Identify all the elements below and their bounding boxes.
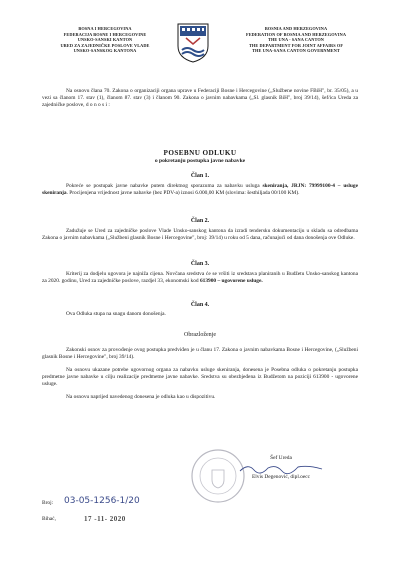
reasoning-heading: Obrazloženje (184, 332, 216, 338)
article-2-text: Zadužuje se Ured za zajedničke poslove Vlade Unsko-sanskog kantona da izradi tendersku dokumentaciju u skladu sa odredbama Zakona o javnim nabavkama („Službeni glasnik Bosne i Hercegovine", broj: 39/14) u roku od 5 dana, računajući od dana donošenja ove Odluke. (42, 228, 358, 241)
article-1 (42, 183, 358, 197)
header-left-line: UNSKO-SANSKOG KANTONA (73, 48, 137, 54)
header-right (232, 26, 360, 54)
reasoning-paragraph: Na osnovu ukazane potrebe ugovornog organa za nabavku usluge skeniranja, donesena je Posebna odluka o pokretanju postupka predmetne javne nabavke u cilju realizacije predmetne javne nabavke. Sredstva su obezbjeđena iz Budžetom na poziciji 613900 - ugovorene usluge. (42, 366, 358, 387)
header-right-line: THE DEPARTMENT FOR JOINT AFFAIRS OF (248, 42, 344, 48)
article-3-text: Kriterij za dodjelu ugovora je najniža cijena. Novčana sredstva će se vršiti iz sredstava planiranih u Budžetu Unsko-sanskog kantona za 2020. godinu, Ured za zajedničke poslove, razdjel 33, ekonomski kod (42, 271, 358, 284)
article-3-bold: 613900 – ugovorene usluge. (199, 277, 263, 284)
place-label: Bihać, (42, 516, 56, 522)
intro-text: Na osnovu člana 70. Zakona o organizaciji organa uprave u Federaciji Bosne i Hercegovine („Službene novine FBiH", br. 35/05), a u vezi sa članom 17. stav (1), članom 87. stav (3) i članom 90. Zakona o javnim nabavkama („Sl. glasnik BiH", broj 39/14), šef/ica Ureda za zajedničke poslove, d o n o s i : (42, 88, 358, 108)
header-right-line: FEDERATION OF BOSNIA AND HERZEGOVINA (245, 31, 347, 37)
header-left (46, 26, 164, 54)
signature-role: Šef Ureda (270, 455, 292, 461)
document-subtitle: o pokretanju postupka javne nabavke (154, 158, 246, 164)
header-left-line: URED ZA ZAJEDNIČKE POSLOVE VLADE (60, 42, 150, 48)
article-2 (42, 228, 358, 242)
header-left-line: FEDERACIJA BOSNE I HERCEGOVINE (63, 31, 147, 37)
header-right-line: THE UNA - SANA CANTON (268, 37, 324, 43)
header-left-line: BOSNA I HERCEGOVINA (78, 26, 132, 31)
reasoning-section (42, 347, 358, 400)
intro-paragraph (42, 88, 358, 109)
article-4-text: Ova Odluka stupa na snagu danom donošenja. (66, 311, 166, 317)
signature-name: Elvis Degenović, dipl.oecc (251, 473, 311, 480)
article-4-heading: Član 4. (190, 302, 210, 308)
document-title: POSEBNU ODLUKU (163, 149, 237, 157)
header-right-line: THE UNA-SANA CANTON GOVERNMENT (252, 48, 340, 54)
article-1-heading: Član 1. (190, 173, 210, 179)
signature-scribble-icon (236, 462, 326, 474)
article-1-text: Pokreće se postupak javne nabavke putem direktnog sporazuma za nabavku usluga (66, 183, 263, 189)
signature-block (226, 455, 336, 481)
coat-of-arms-icon (176, 22, 210, 64)
article-4 (42, 311, 358, 318)
article-3 (42, 271, 358, 285)
article-3-heading: Član 3. (190, 261, 210, 267)
header-left-line: UNSKO-SANSKI KANTON (77, 37, 133, 43)
date-stamp: 17 -11- 2020 (84, 515, 126, 523)
header-right-line: BOSNIA AND HERZEGOVINA (264, 26, 328, 31)
article-1-text-end: . Procijenjena vrijednost javne nabavke (bez PDV-a) iznosi 6.000,00 KM (slovima: šesthiljada 00/100 KM). (66, 189, 300, 196)
reference-number-label: Broj: (42, 500, 54, 506)
reasoning-paragraph: Na osnovu naprijed navedenog donesena je odluka kao u dispozitivu. (66, 393, 216, 400)
reference-number-value: 03-05-1256-1/20 (64, 496, 140, 506)
article-1-bold: skeniranja, JRJN: 79999100-4 – usluge skeniranja (42, 183, 358, 196)
article-2-heading: Član 2. (190, 218, 210, 224)
reasoning-paragraph: Zakonski osnov za provođenje ovog postupka predviđen je u članu 17. Zakona o javnim nabavkama Bosne i Hercegovine, („Službeni glasnik Bosne i Hercegovine", broj 39/14). (42, 347, 358, 360)
